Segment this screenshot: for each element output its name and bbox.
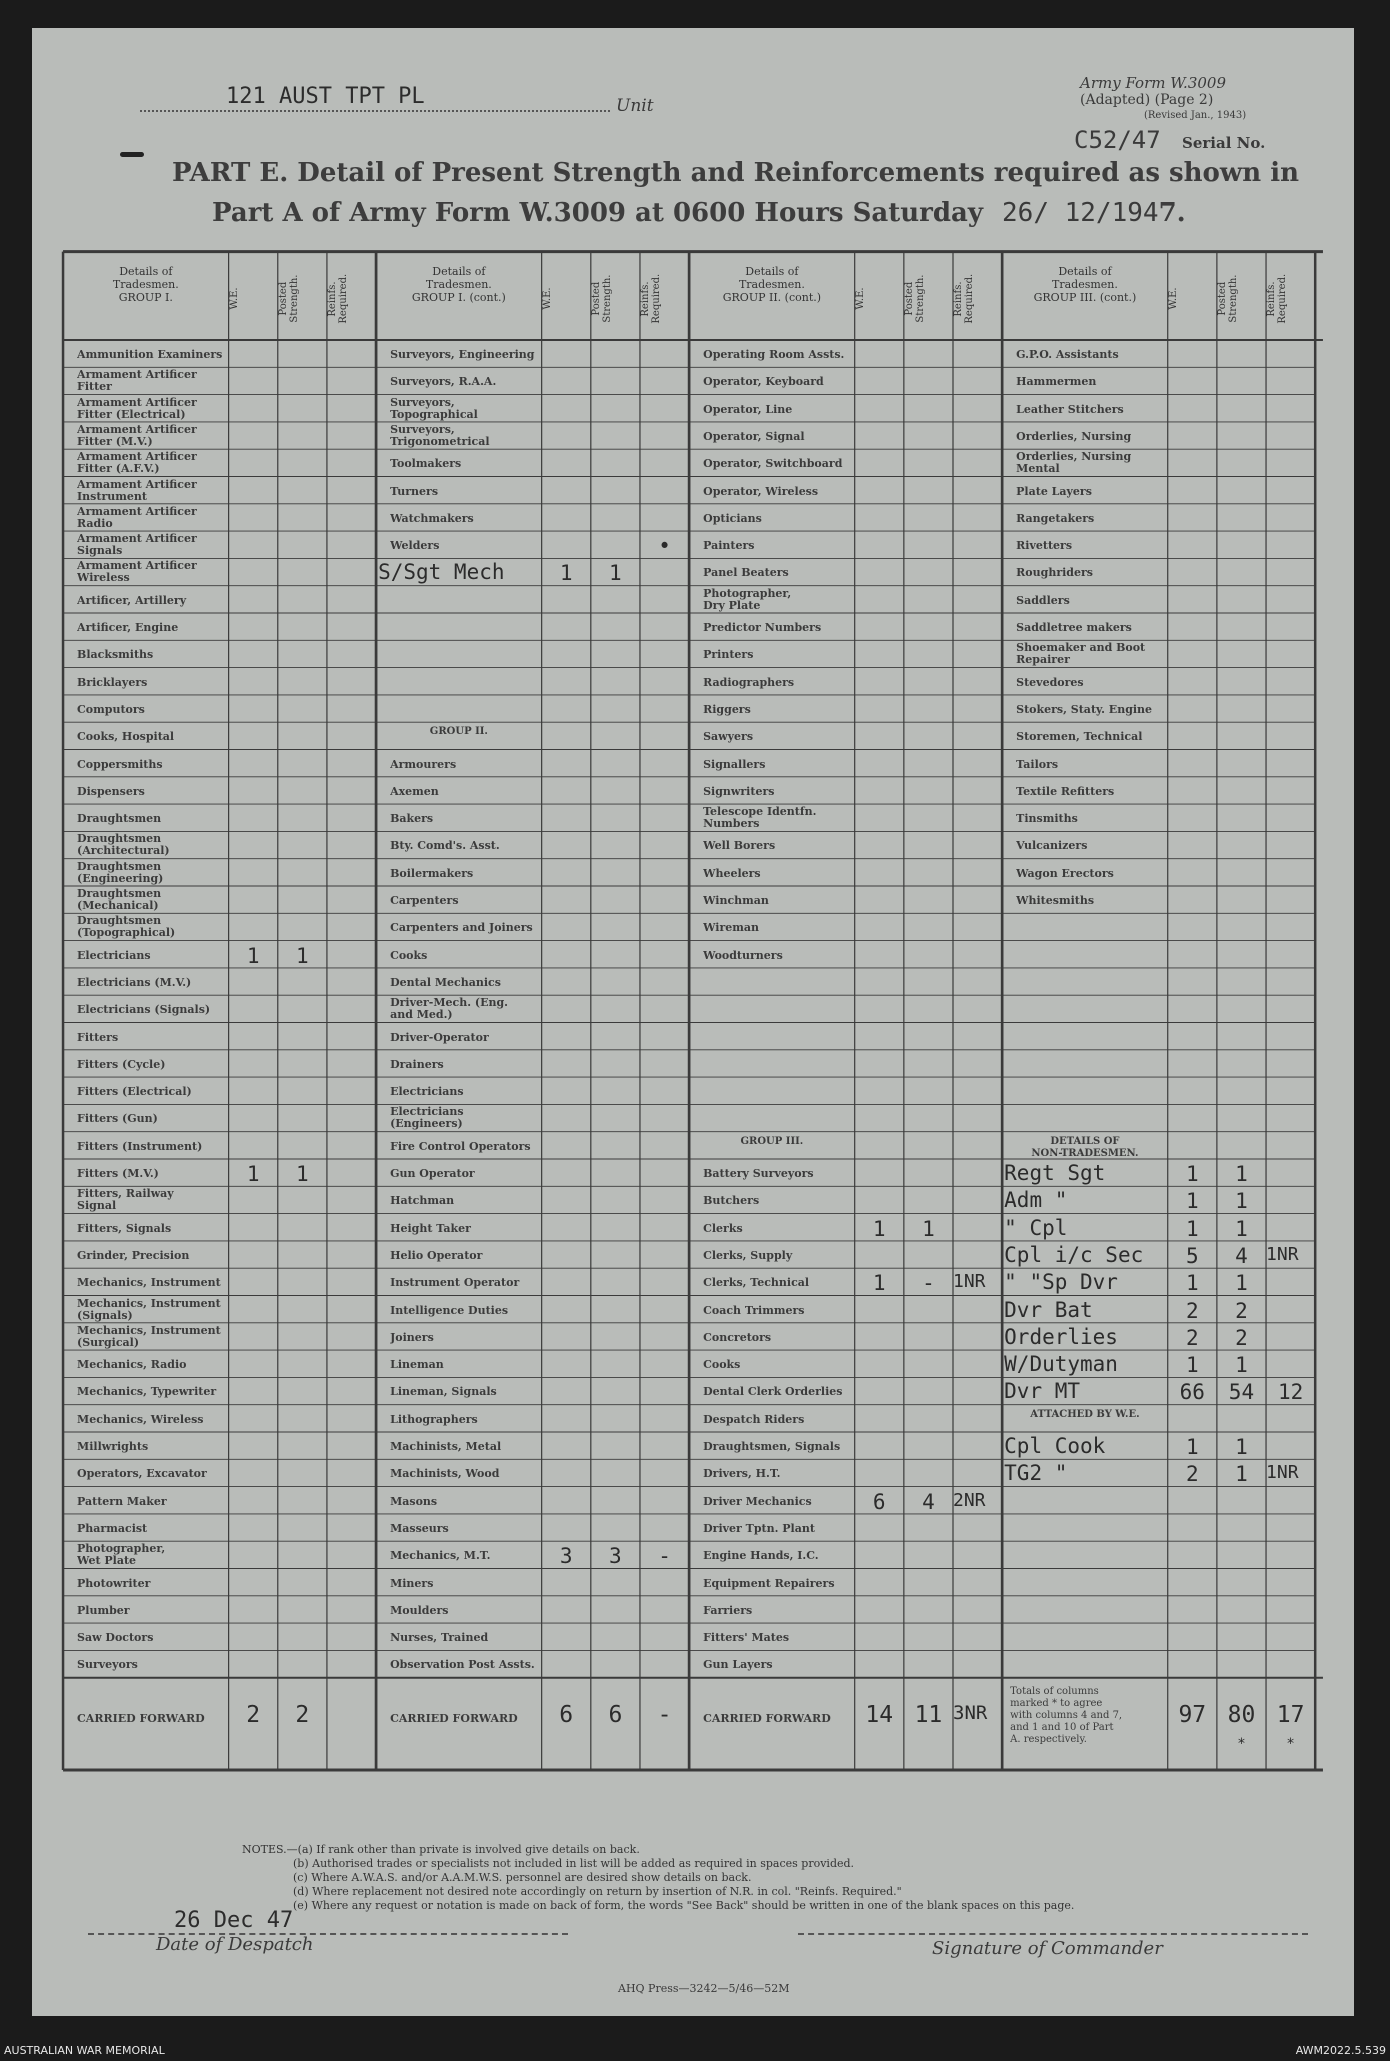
trade-label: Intelligence Duties xyxy=(390,1303,509,1317)
note-a: NOTES.—(a) If rank other than private is involved give details on back. xyxy=(242,1843,640,1856)
trade-label: Winchman xyxy=(703,894,769,907)
trade-label: Mechanics, Typewriter xyxy=(77,1385,217,1399)
form-sheet xyxy=(32,28,1354,2016)
posted-value: 1 xyxy=(1235,1462,1248,1487)
trade-label: Tinsmiths xyxy=(1016,812,1078,826)
typed-entry-label: Regt Sgt xyxy=(1004,1161,1106,1185)
trade-label: Pattern Maker xyxy=(77,1494,167,1508)
trade-label: Armament Artificer Instrument xyxy=(77,478,197,503)
trade-label: Roughriders xyxy=(1016,566,1093,580)
trade-label: Grinder, Precision xyxy=(77,1248,190,1262)
trade-label: Driver-Mech. (Eng. and Med.) xyxy=(390,997,508,1022)
trade-label: Riggers xyxy=(703,702,751,716)
carried-forward-label: Totals of columns marked * to agree with columns 4 and 7, and 1 and 10 of Part A. respectively. xyxy=(1010,1685,1123,1745)
trade-label: Electricians (Engineers) xyxy=(390,1106,464,1131)
trade-label: Masons xyxy=(390,1494,438,1508)
trade-label: Operators, Excavator xyxy=(77,1467,207,1481)
we-value: 2 xyxy=(1185,1298,1199,1323)
trade-label: Electricians xyxy=(77,948,151,962)
trade-label: Instrument Operator xyxy=(390,1276,520,1290)
note-e: (e) Where any request or notation is made on back of form, the words "See Back" should be written in one of the blank spaces on this page. xyxy=(293,1899,1075,1912)
trade-label: Orderlies, Nursing xyxy=(1016,429,1132,443)
trade-label: Opticians xyxy=(703,511,762,525)
trade-label: Mechanics, Wireless xyxy=(77,1412,204,1426)
trade-label: Bricklayers xyxy=(77,675,148,689)
posted-value: 1 xyxy=(1235,1271,1248,1296)
trade-label: Surveyors xyxy=(77,1658,138,1672)
trade-label: Telescope Identfn. Numbers xyxy=(703,806,817,831)
trade-label: Masseurs xyxy=(390,1521,449,1535)
reinfs-total-marker: * xyxy=(1286,1735,1295,1752)
trade-label: Photographer, Dry Plate xyxy=(703,587,792,612)
we-value: 1 xyxy=(872,1271,886,1296)
carried-posted-value: 6 xyxy=(608,1701,623,1728)
trade-label: Draughtsmen xyxy=(77,812,162,826)
trade-label: Drainers xyxy=(390,1057,444,1071)
we-col-header: W.E. xyxy=(541,287,553,310)
trade-label: Saddletree makers xyxy=(1016,621,1132,634)
trade-label: Nurses, Trained xyxy=(390,1631,489,1645)
trade-label: Electricians xyxy=(390,1085,464,1099)
trade-label: Armourers xyxy=(390,757,457,771)
trade-label: Fitters (Cycle) xyxy=(77,1057,166,1071)
trade-label: Cooks xyxy=(703,1358,741,1372)
trade-label: Moulders xyxy=(390,1603,449,1617)
typed-entry-label: W/Dutyman xyxy=(1004,1352,1118,1377)
trade-label: Height Taker xyxy=(390,1221,471,1235)
reinfs-value: 12 xyxy=(1277,1380,1304,1405)
trade-label: Despatch Riders xyxy=(703,1412,805,1426)
trade-label: Wireman xyxy=(703,921,760,935)
trade-label: Coppersmiths xyxy=(77,757,163,771)
trade-label: Tailors xyxy=(1016,757,1059,771)
signature-label: Signature of Commander xyxy=(932,1938,1163,1959)
we-value: 2 xyxy=(1185,1462,1199,1487)
trade-label: Operator, Keyboard xyxy=(703,375,824,389)
trade-label: Plate Layers xyxy=(1016,484,1092,498)
posted-value: 4 xyxy=(922,1489,935,1514)
unit-value: 121 AUST TPT PL xyxy=(226,84,425,109)
trade-label: Gun Operator xyxy=(390,1167,475,1180)
typed-entry-label: Adm " xyxy=(1004,1188,1068,1213)
trade-label: Shoemaker and Boot Repairer xyxy=(1016,642,1146,667)
signature-line xyxy=(798,1933,1308,1935)
trade-label: Photographer, Wet Plate xyxy=(77,1543,166,1568)
carried-we-value: 14 xyxy=(865,1701,894,1728)
posted-value: - xyxy=(922,1271,935,1296)
trade-label: Armament Artificer Fitter (M.V.) xyxy=(77,423,197,448)
trade-label: Axemen xyxy=(390,784,439,798)
trade-label: Concretors xyxy=(703,1330,772,1344)
we-value: 5 xyxy=(1185,1243,1199,1268)
reinfs-col-header: Reinfs. Required. xyxy=(953,273,975,324)
note-b: (b) Authorised trades or specialists not included in list will be added as required in spaces provided. xyxy=(293,1857,855,1870)
posted-value: 2 xyxy=(1235,1298,1248,1323)
form-adapted: (Adapted) (Page 2) xyxy=(1080,92,1214,108)
reinfs-col-header: Reinfs. Required. xyxy=(326,273,349,324)
carried-reinfs-value: - xyxy=(657,1701,672,1728)
trade-label: Vulcanizers xyxy=(1016,839,1088,853)
carried-we-value: 2 xyxy=(246,1701,261,1728)
trade-label: Mechanics, Instrument (Signals) xyxy=(77,1297,221,1322)
carried-we-value: 97 xyxy=(1178,1701,1207,1728)
trade-label: Fire Control Operators xyxy=(390,1139,531,1153)
trade-label: Farriers xyxy=(703,1603,753,1617)
group-heading: ATTACHED BY W.E. xyxy=(1030,1408,1140,1420)
trade-label: Fitters (M.V.) xyxy=(77,1167,159,1180)
trade-label: Armament Artificer Fitter xyxy=(77,369,197,394)
trade-label: Armament Artificer Radio xyxy=(77,505,197,530)
trade-label: Welders xyxy=(390,539,440,553)
reinfs-col-header: Reinfs. Required. xyxy=(1266,273,1289,324)
trade-label: Mechanics, Instrument (Surgical) xyxy=(77,1324,221,1349)
reinfs-col-header: Reinfs. Required. xyxy=(639,273,662,324)
trade-label: Signwriters xyxy=(703,784,775,798)
trade-label: Helio Operator xyxy=(390,1248,483,1262)
trade-label: Fitters xyxy=(77,1030,119,1044)
section-header: Details of Tradesmen. GROUP I. (cont.) xyxy=(411,264,506,304)
trade-label: Fitters, Signals xyxy=(77,1221,172,1235)
trade-label: Artificer, Artillery xyxy=(77,593,187,607)
posted-value: 1 xyxy=(1235,1216,1248,1241)
trade-label: Leather Stitchers xyxy=(1016,402,1124,416)
trade-label: Engine Hands, I.C. xyxy=(703,1549,819,1563)
posted-value: 1 xyxy=(1235,1435,1248,1459)
title-date-end: 7. xyxy=(1158,198,1186,228)
carried-we-value: 6 xyxy=(559,1701,574,1728)
trade-label: Electricians (Signals) xyxy=(77,1003,211,1017)
trade-label: Miners xyxy=(390,1576,434,1590)
trade-label: Carpenters xyxy=(390,894,459,907)
form-name: Army Form W.3009 xyxy=(1080,74,1226,92)
posted-value: 54 xyxy=(1228,1380,1255,1405)
trade-label: Driver Tptn. Plant xyxy=(703,1521,815,1535)
trade-label: Plumber xyxy=(77,1603,130,1617)
trade-label: Fitters (Electrical) xyxy=(77,1085,192,1099)
trade-label: Coach Trimmers xyxy=(703,1303,805,1317)
group-heading: GROUP II. xyxy=(429,726,488,738)
trade-label: G.P.O. Assistants xyxy=(1016,348,1119,361)
trade-label: Predictor Numbers xyxy=(703,621,822,634)
posted-value: 1 xyxy=(1235,1162,1248,1186)
trade-label: Draughtsmen (Mechanical) xyxy=(77,888,162,912)
trade-label: Sawyers xyxy=(703,730,754,744)
trade-label: Photowriter xyxy=(77,1576,151,1590)
trade-label: Bakers xyxy=(390,812,434,826)
we-value: 1 xyxy=(1185,1271,1199,1296)
trade-label: Draughtsmen (Topographical) xyxy=(77,915,176,940)
carried-forward-label: CARRIED FORWARD xyxy=(77,1711,205,1725)
carried-posted-value: 11 xyxy=(914,1701,943,1728)
we-value: 1 xyxy=(246,1162,260,1186)
we-col-header: W.E. xyxy=(1167,287,1179,310)
typed-entry-label: " "Sp Dvr xyxy=(1004,1270,1118,1295)
posted-value: 3 xyxy=(609,1544,622,1569)
typed-entry-label: Dvr Bat xyxy=(1004,1297,1093,1322)
trade-label: Battery Surveyors xyxy=(703,1167,814,1180)
trade-label: Hammermen xyxy=(1016,375,1097,389)
trade-label: Operator, Wireless xyxy=(703,484,819,498)
we-value: 1 xyxy=(1185,1353,1199,1378)
posted-value: 2 xyxy=(1235,1325,1248,1350)
trade-label: Fitters' Mates xyxy=(703,1631,790,1645)
trade-label: Textile Refitters xyxy=(1016,784,1115,798)
trade-label: Armament Artificer Fitter (A.F.V.) xyxy=(77,451,197,476)
trade-label: Rangetakers xyxy=(1016,511,1095,525)
we-value: 1 xyxy=(872,1216,886,1241)
group-heading: DETAILS OF NON-TRADESMEN. xyxy=(1031,1135,1139,1159)
we-value: 1 xyxy=(1185,1162,1199,1186)
trade-label: Hatchman xyxy=(390,1194,455,1208)
trade-label: Draughtsmen (Engineering) xyxy=(77,860,164,885)
trade-label: Woodturners xyxy=(703,948,783,962)
trade-label: Radiographers xyxy=(703,675,795,689)
trade-label: Wagon Erectors xyxy=(1016,866,1114,880)
trade-label: Lithographers xyxy=(390,1412,478,1426)
trade-label: Wheelers xyxy=(703,866,761,880)
reinfs-value: • xyxy=(658,534,671,559)
trade-label: Fitters (Instrument) xyxy=(77,1139,203,1153)
reinfs-value: - xyxy=(658,1544,671,1569)
posted-value: 1 xyxy=(609,561,622,586)
trade-label: Millwrights xyxy=(77,1440,149,1453)
reinfs-value: 1NR xyxy=(1266,1243,1299,1265)
notes-block xyxy=(242,1843,1074,1913)
serial-label: Serial No. xyxy=(1182,134,1266,152)
typed-entry-label: TG2 " xyxy=(1004,1461,1068,1486)
we-value: 66 xyxy=(1179,1380,1205,1405)
we-value: 2 xyxy=(1185,1325,1199,1350)
posted-col-header: Posted Strength. xyxy=(903,274,926,323)
carried-forward-label: CARRIED FORWARD xyxy=(390,1711,518,1725)
trade-label: Surveyors, Engineering xyxy=(390,348,535,361)
posted-col-header: Posted Strength. xyxy=(590,274,613,323)
we-col-header: W.E. xyxy=(854,287,866,310)
trade-label: Mechanics, M.T. xyxy=(390,1549,491,1563)
footer-right: AWM2022.5.539 xyxy=(1295,2044,1386,2057)
despatch-value: 26 Dec 47 xyxy=(174,1908,294,1933)
carried-posted-value: 80 xyxy=(1227,1701,1256,1728)
trade-label: Fitters (Gun) xyxy=(77,1112,158,1126)
trade-label: Armament Artificer Signals xyxy=(77,533,197,558)
trade-label: Panel Beaters xyxy=(703,566,789,580)
trade-label: Armament Artificer Wireless xyxy=(77,560,197,585)
typed-entry-label: S/Sgt Mech xyxy=(378,560,505,585)
form-revised: (Revised Jan., 1943) xyxy=(1144,110,1247,121)
we-value: 1 xyxy=(1185,1189,1199,1214)
posted-total-marker: * xyxy=(1237,1735,1246,1752)
trade-label: Clerks, Supply xyxy=(703,1248,793,1262)
trade-label: Stokers, Staty. Engine xyxy=(1016,702,1153,716)
title-line-1: PART E. Detail of Present Strength and Reinforcements required as shown in xyxy=(172,158,1300,188)
unit-label: Unit xyxy=(616,96,654,116)
trade-label: Artificer, Engine xyxy=(77,621,179,634)
trade-label: Draughtsmen, Signals xyxy=(703,1440,841,1453)
trade-label: Machinists, Wood xyxy=(390,1467,500,1481)
carried-posted-value: 2 xyxy=(295,1701,310,1728)
trade-label: Bty. Comd's. Asst. xyxy=(390,839,500,853)
note-d: (d) Where replacement not desired note accordingly on return by insertion of N.R. in col. "Reinfs. Required." xyxy=(293,1885,902,1898)
we-value: 1 xyxy=(1185,1216,1199,1241)
trade-label: Ammunition Examiners xyxy=(77,348,223,361)
trade-label: Orderlies, Nursing Mental xyxy=(1016,451,1132,476)
trade-label: Armament Artificer Fitter (Electrical) xyxy=(77,396,197,421)
typed-entry-label: Dvr MT xyxy=(1004,1379,1081,1404)
typed-entry-label: Orderlies xyxy=(1004,1324,1118,1349)
posted-value: 1 xyxy=(1235,1189,1248,1214)
trade-label: Driver-Operator xyxy=(390,1030,489,1044)
press-info: AHQ Press—3242—5/46—52M xyxy=(618,1982,790,1995)
trade-label: Surveyors, Trigonometrical xyxy=(390,423,490,448)
posted-value: 1 xyxy=(1235,1353,1248,1378)
trade-label: Cooks xyxy=(390,948,428,962)
reinfs-value: 1NR xyxy=(1266,1462,1299,1484)
we-value: 1 xyxy=(1185,1435,1199,1459)
trade-label: Joiners xyxy=(390,1330,434,1344)
group-heading: GROUP III. xyxy=(740,1135,804,1147)
trade-label: Rivetters xyxy=(1016,539,1073,553)
section-header: Details of Tradesmen. GROUP III. (cont.) xyxy=(1033,264,1137,304)
we-value: 6 xyxy=(872,1489,886,1514)
trade-label: Butchers xyxy=(703,1194,760,1208)
trade-label: Signallers xyxy=(703,757,766,771)
carried-reinfs-value: 3NR xyxy=(953,1701,988,1724)
trade-label: Observation Post Assts. xyxy=(390,1658,535,1672)
trade-label: Lineman xyxy=(390,1358,444,1372)
trade-label: Drivers, H.T. xyxy=(703,1467,781,1481)
trade-label: Clerks, Technical xyxy=(703,1276,810,1290)
trade-label: Pharmacist xyxy=(77,1521,148,1535)
trade-label: Blacksmiths xyxy=(77,648,154,662)
trade-label: Printers xyxy=(703,648,754,662)
we-value: 1 xyxy=(559,561,573,586)
trade-label: Painters xyxy=(703,539,755,553)
posted-value: 1 xyxy=(922,1216,935,1241)
trade-label: Turners xyxy=(390,484,439,498)
posted-value: 1 xyxy=(296,1162,309,1186)
trade-label: Computors xyxy=(77,702,145,716)
trade-label: Saddlers xyxy=(1016,593,1070,607)
posted-col-header: Posted Strength. xyxy=(1216,274,1239,323)
posted-value: 4 xyxy=(1235,1243,1248,1268)
typed-entry-label: " Cpl xyxy=(1004,1215,1068,1240)
title-line-2-text: Part A of Army Form W.3009 at 0600 Hours Saturday xyxy=(212,198,983,228)
we-value: 1 xyxy=(246,943,260,968)
trade-label: Operating Room Assts. xyxy=(703,348,845,361)
serial-value: C52/47 xyxy=(1074,126,1161,154)
posted-col-header: Posted Strength. xyxy=(277,274,300,323)
trade-label: Surveyors, Topographical xyxy=(390,396,478,421)
trade-label: Saw Doctors xyxy=(77,1631,154,1645)
note-c: (c) Where A.W.A.S. and/or A.A.M.W.S. personnel are desired show details on back. xyxy=(293,1871,752,1884)
trade-label: Stevedores xyxy=(1016,675,1084,689)
trade-label: Watchmakers xyxy=(390,511,474,525)
trade-label: Mechanics, Instrument xyxy=(77,1276,221,1290)
trade-label: Carpenters and Joiners xyxy=(390,921,533,935)
trade-label: Driver Mechanics xyxy=(703,1494,812,1508)
trade-label: Whitesmiths xyxy=(1016,894,1095,907)
trade-label: Mechanics, Radio xyxy=(77,1358,187,1372)
typed-entry-label: Cpl Cook xyxy=(1004,1434,1106,1458)
carried-reinfs-value: 17 xyxy=(1276,1701,1305,1728)
trade-label: Draughtsmen (Architectural) xyxy=(77,833,170,858)
trade-label: Toolmakers xyxy=(390,457,462,471)
trade-label: Dispensers xyxy=(77,784,145,798)
trade-label: Surveyors, R.A.A. xyxy=(390,375,497,389)
posted-value: 1 xyxy=(296,943,309,968)
trade-label: Operator, Switchboard xyxy=(703,457,843,471)
trade-label: Machinists, Metal xyxy=(390,1440,502,1453)
trade-label: Gun Layers xyxy=(703,1658,773,1672)
we-value: 3 xyxy=(559,1544,573,1569)
trade-label: Dental Mechanics xyxy=(390,975,501,989)
footer-left: AUSTRALIAN WAR MEMORIAL xyxy=(4,2044,165,2057)
despatch-label: Date of Despatch xyxy=(156,1934,314,1955)
trade-label: Boilermakers xyxy=(390,866,474,880)
reinfs-value: 1NR xyxy=(953,1271,986,1293)
trade-label: Operator, Line xyxy=(703,402,793,416)
typed-entry-label: Cpl i/c Sec xyxy=(1004,1242,1144,1267)
section-header: Details of Tradesmen. GROUP II. (cont.) xyxy=(722,264,822,304)
trade-label: Clerks xyxy=(703,1221,743,1235)
trade-label: Electricians (M.V.) xyxy=(77,975,192,989)
trade-label: Lineman, Signals xyxy=(390,1385,497,1399)
reinfs-value: 2NR xyxy=(953,1489,986,1511)
trade-label: Cooks, Hospital xyxy=(77,730,175,744)
trade-label: Well Borers xyxy=(703,839,776,853)
carried-forward-label: CARRIED FORWARD xyxy=(703,1711,831,1725)
trade-label: Storemen, Technical xyxy=(1016,730,1143,744)
title-date: 26/ 12/194 xyxy=(1002,198,1159,228)
trade-label: Equipment Repairers xyxy=(703,1576,835,1590)
trade-label: Operator, Signal xyxy=(703,429,805,443)
trade-label: Fitters, Railway Signal xyxy=(77,1188,174,1213)
section-header: Details of Tradesmen. GROUP I. xyxy=(112,264,179,304)
we-col-header: W.E. xyxy=(228,287,240,310)
trade-label: Dental Clerk Orderlies xyxy=(703,1385,843,1399)
